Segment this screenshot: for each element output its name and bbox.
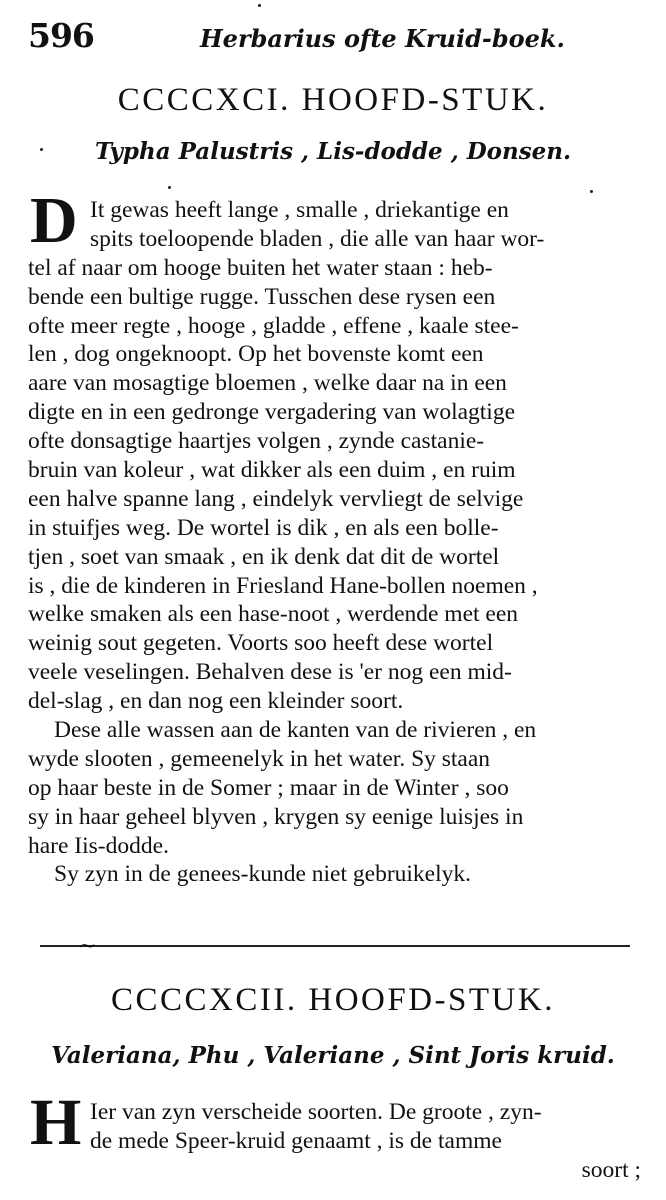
print-speck — [40, 148, 43, 151]
page-number: 596 — [28, 16, 94, 55]
drop-cap-initial: H — [30, 1086, 82, 1159]
text-line: welke smaken als een hase-noot , werdende met een — [28, 601, 519, 628]
chapter-title: CCCCXCII. HOOFD-STUK. — [111, 982, 555, 1018]
running-title: Herbarius ofte Kruid-boek. — [200, 24, 565, 53]
print-speck — [168, 186, 171, 189]
text-line: sy in haar geheel blyven , krygen sy eenige luisjes in — [28, 803, 524, 830]
text-line: wyde slooten , gemeenelyk in het water. Sy staan — [28, 745, 491, 772]
text-line: hare Iis-dodde. — [28, 832, 169, 859]
chapter-body — [28, 1098, 653, 1185]
section-divider — [40, 945, 630, 947]
text-line: de mede Speer-kruid genaamt , is de tamme — [90, 1127, 502, 1154]
chapter-title: CCCCXCI. HOOFD-STUK. — [117, 82, 549, 118]
divider-ornament: ~ — [78, 934, 97, 959]
running-head — [28, 16, 646, 56]
print-speck — [590, 190, 593, 193]
text-line: op haar beste in de Somer ; maar in de Winter , soo — [28, 774, 509, 801]
text-line: tjen , soet van smaak , en ik denk dat dit de wortel — [28, 543, 500, 570]
text-line: weinig sout gegeten. Voorts soo heeft dese wortel — [28, 630, 494, 657]
text-line: een halve spanne lang , eindelyk vervliegt de selvige — [28, 485, 524, 512]
text-line: soort ; — [581, 1156, 641, 1183]
text-line: bende een bultige rugge. Tusschen dese rysen een — [28, 283, 496, 310]
drop-cap-initial: D — [30, 184, 78, 257]
text-line: Dese alle wassen aan de kanten van de rivieren , en — [54, 717, 537, 744]
chapter-subtitle: Valeriana, Phu , Valeriane , Sint Joris kruid. — [51, 1042, 615, 1069]
text-line: is , die de kinderen in Friesland Hane-bollen noemen , — [28, 572, 538, 599]
text-line: len , dog ongeknoopt. Op het bovenste komt een — [28, 341, 484, 368]
chapter-subtitle: Typha Palustris , Lis-dodde , Donsen. — [94, 138, 572, 165]
text-line: aare van mosagtige bloemen , welke daar na in een — [28, 370, 507, 397]
text-line: veele veselingen. Behalven dese is 'er nog een mid- — [28, 659, 512, 686]
text-line: Ier van zyn verscheide soorten. De groote , zyn- — [90, 1099, 542, 1125]
chapter-body — [28, 196, 653, 889]
text-line: Sy zyn in de genees-kunde niet gebruikelyk. — [54, 861, 472, 888]
text-line: in stuifjes weg. De wortel is dik , en als een bolle- — [28, 514, 499, 541]
text-line: It gewas heeft lange , smalle , driekantige en — [90, 197, 509, 223]
text-line: tel af naar om hooge buiten het water staan : heb- — [28, 254, 493, 281]
text-line: digte en in een gedronge vergadering van wolagtige — [28, 399, 516, 426]
text-line: del-slag , en dan nog een kleinder soort. — [28, 688, 404, 715]
text-line: spits toeloopende bladen , die alle van haar wor- — [90, 225, 545, 252]
text-line: ofte donsagtige haartjes volgen , zynde castanie- — [28, 428, 485, 455]
print-speck — [258, 4, 261, 7]
text-line: ofte meer regte , hooge , gladde , effene , kaale stee- — [28, 312, 519, 339]
text-line: bruin van koleur , wat dikker als een duim , en ruim — [28, 457, 516, 484]
